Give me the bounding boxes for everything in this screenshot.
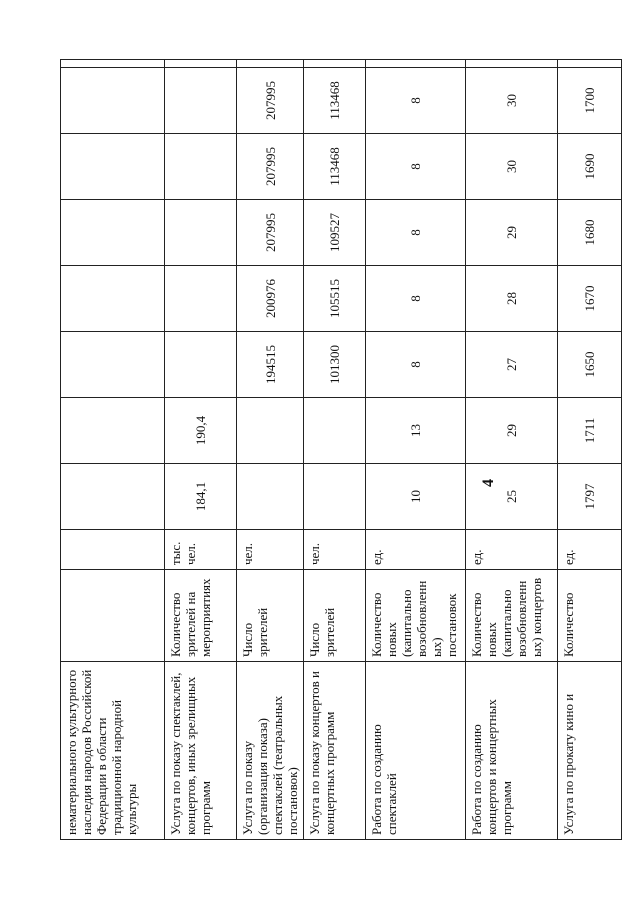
value-cell: 207995 (237, 68, 304, 134)
value-cell: 8 (366, 200, 466, 266)
value-cell: 207995 (237, 134, 304, 200)
value-cell: 1650 (558, 332, 622, 398)
table-row (165, 60, 237, 840)
value-cell (61, 398, 165, 464)
value-cell: 184,1 (165, 464, 237, 530)
value-cell: 8 (366, 332, 466, 398)
value-cell (61, 266, 165, 332)
value-cell (61, 332, 165, 398)
row-name-cell: Услуга по показу концертов и концертных программ (304, 662, 366, 840)
unit-cell (61, 530, 165, 570)
value-cell: 200976 (237, 266, 304, 332)
value-cell: 13 (366, 398, 466, 464)
value-cell: 30 (466, 134, 558, 200)
value-cell (558, 60, 622, 68)
value-cell: 109527 (304, 200, 366, 266)
row-name-cell: Работа по созданию спектаклей (366, 662, 466, 840)
value-cell: 105515 (304, 266, 366, 332)
value-cell: 113468 (304, 68, 366, 134)
value-cell (165, 134, 237, 200)
unit-cell: чел. (237, 530, 304, 570)
indicator-cell: Количество новых (капитально возобновленн ых) постановок (366, 570, 466, 662)
value-cell (237, 60, 304, 68)
value-cell (61, 464, 165, 530)
value-cell (366, 60, 466, 68)
indicator-cell: Количество новых (капитально возобновленн ых) концертов (466, 570, 558, 662)
value-cell (61, 60, 165, 68)
table-row (237, 60, 304, 840)
value-cell: 190,4 (165, 398, 237, 464)
value-cell: 113468 (304, 134, 366, 200)
unit-cell: чел. (304, 530, 366, 570)
value-cell (237, 398, 304, 464)
value-cell (61, 134, 165, 200)
row-name-cell: Работа по созданию концертов и концертных программ (466, 662, 558, 840)
row-name-cell: Услуга по показу (организация показа) спектаклей (театральных постановок) (237, 662, 304, 840)
row-name-cell: нематериального культурного наследия народов Российской Федерации в области традиционной народной культуры (61, 662, 165, 840)
unit-cell: тыс. чел. (165, 530, 237, 570)
value-cell: 1711 (558, 398, 622, 464)
value-cell: 1797 (558, 464, 622, 530)
value-cell: 10 (366, 464, 466, 530)
indicator-cell: Количество зрителей на мероприятиях (165, 570, 237, 662)
value-cell (61, 68, 165, 134)
value-cell (466, 60, 558, 68)
value-cell: 1680 (558, 200, 622, 266)
page-number: 4 (480, 479, 497, 487)
indicator-cell: Количество (558, 570, 622, 662)
value-cell: 207995 (237, 200, 304, 266)
value-cell (304, 60, 366, 68)
value-cell (61, 200, 165, 266)
unit-cell: ед. (466, 530, 558, 570)
indicator-cell (61, 570, 165, 662)
value-cell: 194515 (237, 332, 304, 398)
table-row (558, 60, 622, 840)
value-cell: 29 (466, 200, 558, 266)
value-cell: 27 (466, 332, 558, 398)
value-cell: 8 (366, 266, 466, 332)
table-row (61, 60, 165, 840)
unit-cell: ед. (366, 530, 466, 570)
unit-cell: ед. (558, 530, 622, 570)
table-row (304, 60, 366, 840)
value-cell: 28 (466, 266, 558, 332)
table-row (366, 60, 466, 840)
value-cell: 25 (466, 464, 558, 530)
value-cell (165, 266, 237, 332)
row-name-cell: Услуга по прокату кино и (558, 662, 622, 840)
value-cell: 1690 (558, 134, 622, 200)
value-cell (165, 60, 237, 68)
value-cell: 29 (466, 398, 558, 464)
indicators-table (60, 59, 622, 840)
value-cell: 1700 (558, 68, 622, 134)
value-cell: 30 (466, 68, 558, 134)
table-row (466, 60, 558, 840)
value-cell (304, 398, 366, 464)
indicator-cell: Число зрителей (304, 570, 366, 662)
indicator-cell: Число зрителей (237, 570, 304, 662)
value-cell (304, 464, 366, 530)
value-cell (237, 464, 304, 530)
row-name-cell: Услуга по показу спектаклей, концертов, иных зрелищных программ (165, 662, 237, 840)
value-cell (165, 200, 237, 266)
value-cell: 101300 (304, 332, 366, 398)
value-cell (165, 332, 237, 398)
value-cell: 8 (366, 134, 466, 200)
value-cell: 8 (366, 68, 466, 134)
value-cell (165, 68, 237, 134)
rotated-table-container (60, 60, 610, 840)
value-cell: 1670 (558, 266, 622, 332)
